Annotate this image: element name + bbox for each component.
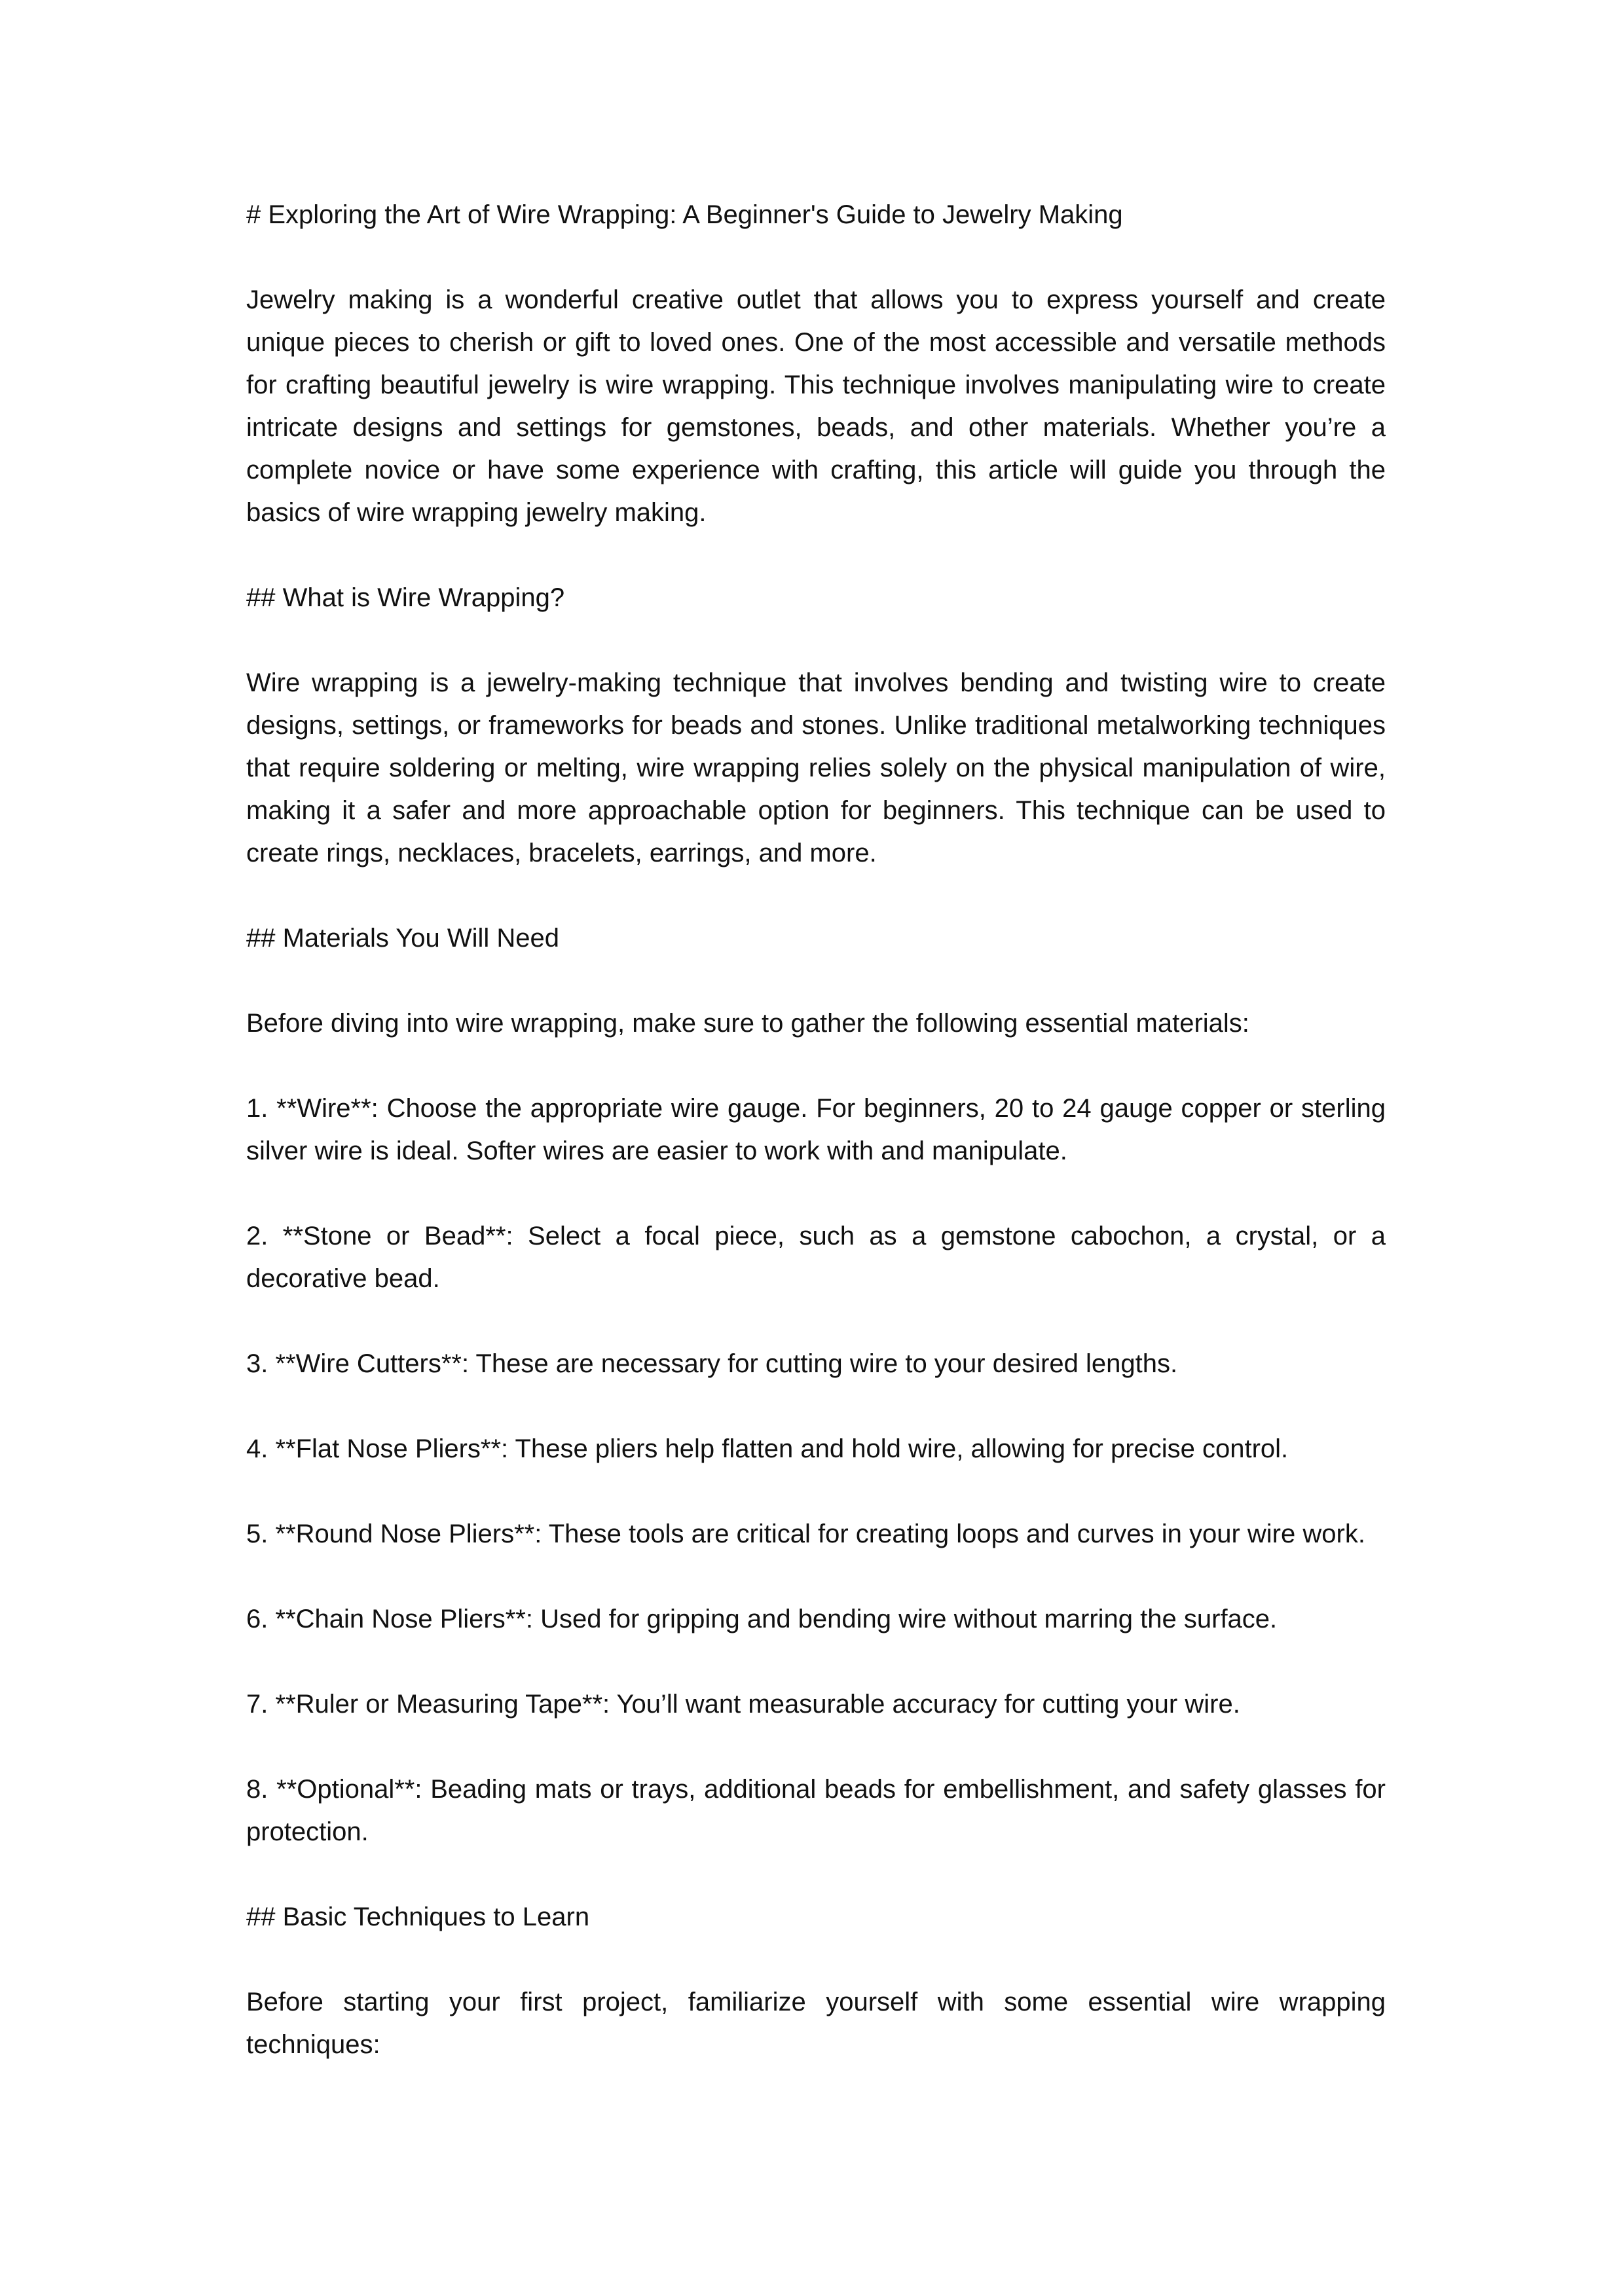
list-item: 6. **Chain Nose Pliers**: Used for gripping and bending wire without marring the surface.: [246, 1605, 1278, 1633]
section-heading-materials: ## Materials You Will Need: [246, 924, 560, 953]
document-title: # Exploring the Art of Wire Wrapping: A Beginner's Guide to Jewelry Making: [246, 200, 1123, 229]
list-item: 3. **Wire Cutters**: These are necessary for cutting wire to your desired lengths.: [246, 1349, 1178, 1378]
list-item: 2. **Stone or Bead**: Select a focal piece, such as a gemstone cabochon, a crystal, or a decorative bead.: [246, 1222, 1386, 1293]
list-item: 8. **Optional**: Beading mats or trays, additional beads for embellishment, and safety glasses for protection.: [246, 1775, 1386, 1846]
what-is-wire-wrapping-paragraph: Wire wrapping is a jewelry-making technique that involves bending and twisting wire to create designs, settings, or frameworks for beads and stones. Unlike traditional metalworking techniques that require soldering or melting, wire wrapping relies solely on the physical manipulation of wire, making it a safer and more approachable option for beginners. This technique can be used to create rings, necklaces, bracelets, earrings, and more.: [246, 668, 1386, 867]
materials-intro-paragraph: Before diving into wire wrapping, make sure to gather the following essential materials:: [246, 1009, 1249, 1038]
document-page: [246, 194, 1386, 2109]
list-item: 4. **Flat Nose Pliers**: These pliers help flatten and hold wire, allowing for precise control.: [246, 1434, 1289, 1463]
intro-paragraph: Jewelry making is a wonderful creative outlet that allows you to express yourself and create unique pieces to cherish or gift to loved ones. One of the most accessible and versatile methods for crafting beautiful jewelry is wire wrapping. This technique involves manipulating wire to create intricate designs and settings for gemstones, beads, and other materials. Whether you’re a complete novice or have some experience with crafting, this article will guide you through the basics of wire wrapping jewelry making.: [246, 285, 1386, 527]
list-item: 1. **Wire**: Choose the appropriate wire gauge. For beginners, 20 to 24 gauge copper or sterling silver wire is ideal. Softer wires are easier to work with and manipulate.: [246, 1094, 1386, 1165]
techniques-intro-paragraph: Before starting your first project, familiarize yourself with some essential wire wrapping techniques:: [246, 1988, 1386, 2059]
section-heading-basic-techniques: ## Basic Techniques to Learn: [246, 1903, 590, 1931]
list-item: 7. **Ruler or Measuring Tape**: You’ll want measurable accuracy for cutting your wire.: [246, 1690, 1240, 1719]
list-item: 5. **Round Nose Pliers**: These tools are critical for creating loops and curves in your wire work.: [246, 1520, 1365, 1548]
section-heading-what-is-wire-wrapping: ## What is Wire Wrapping?: [246, 583, 565, 612]
